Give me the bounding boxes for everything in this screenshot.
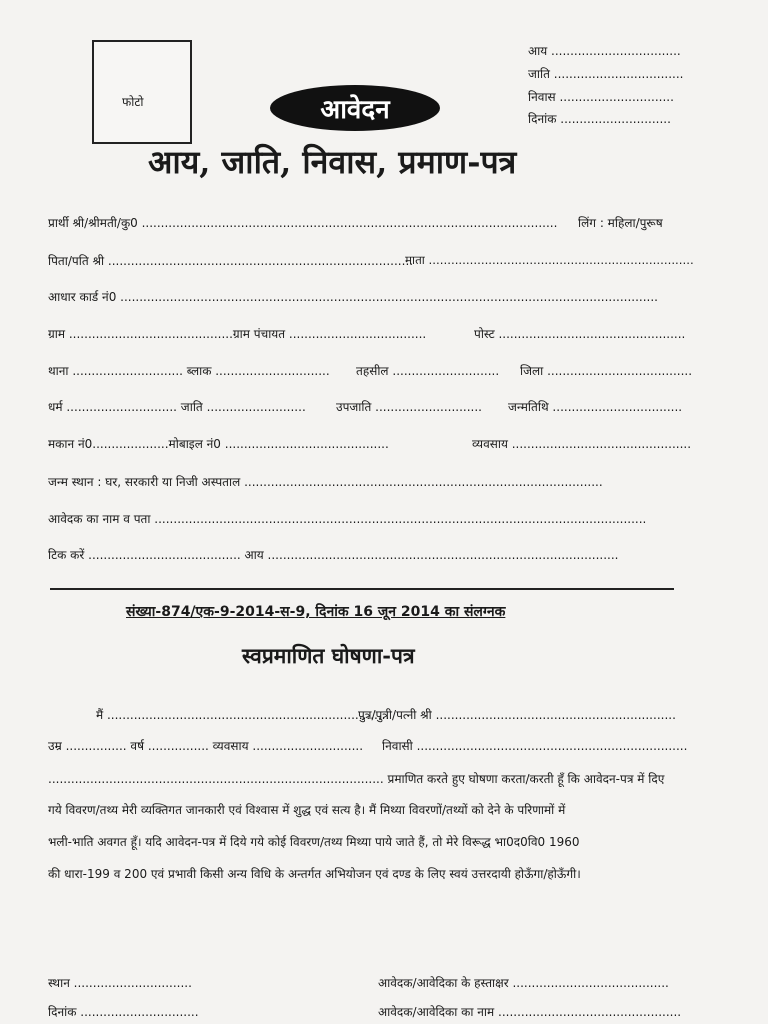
father-husband-field[interactable]: पिता/पति श्री ................................................................................ bbox=[48, 254, 414, 268]
age-occupation-field[interactable]: उम्र ................ वर्ष ................ व्यवसाय ............................. bbox=[48, 739, 364, 753]
applicant-name-field[interactable]: प्रार्थी श्री/श्रीमती/कु0 ............................................................................................................. bbox=[48, 216, 558, 230]
page-title: आय, जाति, निवास, प्रमाण-पत्र bbox=[148, 143, 517, 181]
reference-line: संख्या-874/एक-9-2014-स-9, दिनांक 16 जून 2014 का संलग्नक bbox=[126, 604, 506, 620]
district-field[interactable]: जिला ...................................... bbox=[520, 364, 693, 378]
relation-name-field[interactable]: पुत्र/पुत्री/पत्नी श्री ............................................................... bbox=[358, 708, 676, 722]
photo-box bbox=[92, 40, 192, 144]
dob-field[interactable]: जन्मतिथि .................................. bbox=[508, 400, 683, 414]
corner-field-income[interactable]: आय .................................. bbox=[528, 44, 681, 58]
mother-field[interactable]: माता ....................................................................... bbox=[405, 253, 694, 267]
gender-field[interactable]: लिंग : महिला/पुरूष bbox=[578, 216, 663, 230]
declarant-name-field[interactable]: मैं .......................................................................... bbox=[96, 708, 390, 722]
applicant-name-footer-field[interactable]: आवेदक/आवेदिका का नाम ................................................ bbox=[378, 1005, 682, 1019]
tehsil-field[interactable]: तहसील ............................ bbox=[356, 364, 500, 378]
religion-caste-field[interactable]: धर्म ............................. जाति .......................... bbox=[48, 400, 306, 414]
declaration-text-line-4: की धारा-199 व 200 एवं प्रभावी किसी अन्य विधि के अन्तर्गत अभियोजन एवं दण्ड के लिए स्वयं उत्तरदायी होऊँगा/होऊँगी। bbox=[48, 867, 581, 881]
photo-label: फोटो bbox=[122, 95, 144, 109]
section-divider bbox=[50, 588, 674, 590]
police-block-field[interactable]: थाना ............................. ब्लाक .............................. bbox=[48, 364, 330, 378]
place-field[interactable]: स्थान ............................... bbox=[48, 976, 192, 990]
post-field[interactable]: पोस्ट ................................................. bbox=[474, 327, 686, 341]
aadhaar-field[interactable]: आधार कार्ड नं0 ............................................................................................................................................. bbox=[48, 290, 658, 304]
corner-field-caste[interactable]: जाति .................................. bbox=[528, 67, 684, 81]
resident-field[interactable]: निवासी ....................................................................... bbox=[382, 739, 688, 753]
signature-field[interactable]: आवेदक/आवेदिका के हस्ताक्षर ......................................... bbox=[378, 976, 669, 990]
declaration-text-line-1: ........................................................................................ प्रमाणित करते हुए घोषणा करता/करती हूँ कि आवेदन-पत्र में दिए bbox=[48, 772, 665, 786]
declaration-text-line-2: गये विवरण/तथ्य मेरी व्यक्तिगत जानकारी एवं विश्वास में शुद्ध एवं सत्य है। मैं मिथ्या विवरणों/तथ्यों को देने के परिणामों में bbox=[48, 803, 566, 817]
corner-field-date[interactable]: दिनांक ............................. bbox=[528, 112, 671, 126]
declaration-text-line-3: भली-भाति अवगत हूँ। यदि आवेदन-पत्र में दिये गये कोई विवरण/तथ्य मिथ्या पाये जाते हैं, तो मेरे विरूद्ध भा0द0वि0 1960 bbox=[48, 835, 580, 849]
house-mobile-field[interactable]: मकान नं0....................मोबाइल नं0 ........................................... bbox=[48, 437, 389, 451]
date-field[interactable]: दिनांक ............................... bbox=[48, 1005, 199, 1019]
corner-field-residence[interactable]: निवास .............................. bbox=[528, 90, 674, 104]
application-badge bbox=[270, 85, 440, 131]
village-panchayat-field[interactable]: ग्राम ...........................................ग्राम पंचायत .................................... bbox=[48, 327, 427, 341]
occupation-field[interactable]: व्यवसाय ............................................... bbox=[472, 437, 692, 451]
application-badge-text: आवेदन bbox=[320, 95, 390, 125]
tick-income-field[interactable]: टिक करें ........................................ आय ............................................................................................ bbox=[48, 548, 619, 562]
applicant-address-field[interactable]: आवेदक का नाम व पता ................................................................................................................................. bbox=[48, 512, 647, 526]
subcaste-field[interactable]: उपजाति ............................ bbox=[336, 400, 482, 414]
declaration-title: स्वप्रमाणित घोषणा-पत्र bbox=[242, 643, 415, 668]
birthplace-field[interactable]: जन्म स्थान : घर, सरकारी या निजी अस्पताल .............................................................................................. bbox=[48, 475, 603, 489]
